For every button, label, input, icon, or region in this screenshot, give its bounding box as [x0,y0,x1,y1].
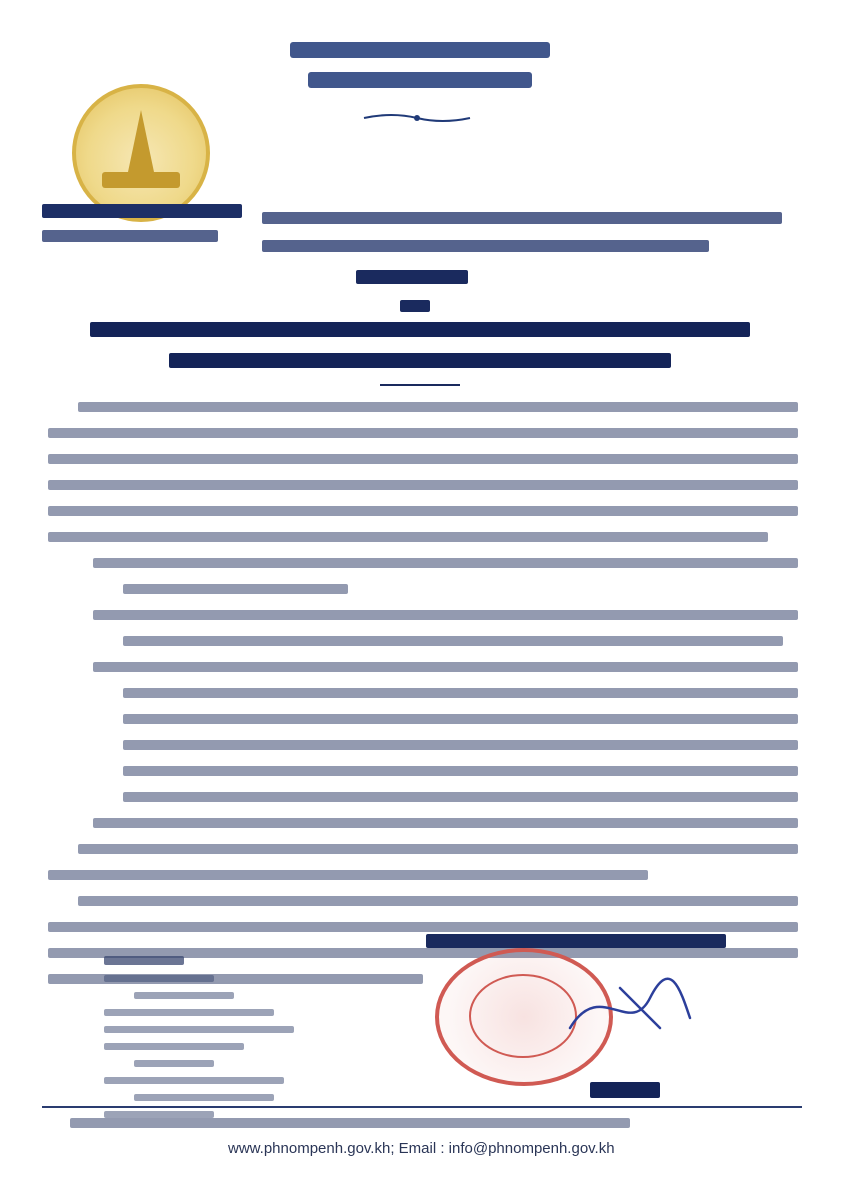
list-item-line [93,662,798,672]
signatory-title [426,934,726,948]
recipient-line [104,1026,294,1033]
list-item-line [93,558,798,568]
recipient-line [134,1094,274,1101]
footer-contact: www.phnompenh.gov.kh; Email : info@phnompenh.gov.kh [228,1140,615,1157]
list-item-line [93,610,798,620]
body-line [48,480,798,490]
list-item-line [93,818,798,828]
recipient-line [134,992,234,999]
footer-divider [42,1106,802,1108]
phnom-penh-seal-icon [72,84,210,222]
notice-title [356,270,468,284]
notice-subject [90,322,750,384]
reference-number-line [42,230,218,242]
recipient-line [104,1111,214,1118]
regarding-label [400,300,430,312]
signature-icon [560,968,700,1048]
list-item-line [123,714,798,724]
body-line [48,922,798,932]
notice-body [48,402,798,1000]
list-item-line [123,688,798,698]
body-line [48,454,798,464]
body-line [78,402,798,412]
recipient-line [104,1077,284,1084]
body-line [48,428,798,438]
solar-date-line [262,240,709,252]
body-line [78,896,798,906]
body-line [78,844,798,854]
ornament-divider [362,112,472,124]
list-item-line [123,584,348,594]
subject-line-1 [90,322,750,337]
recipients-heading [104,956,184,965]
subject-rule [380,384,460,386]
signer-name [590,1082,660,1098]
recipient-line [104,975,214,982]
date-block [262,212,782,268]
list-item-line [123,792,798,802]
list-item-line [123,740,798,750]
recipients-list [104,956,304,1128]
administration-name-line [42,204,242,218]
subject-line-2 [169,353,671,368]
kingdom-name-line [290,42,550,58]
kingdom-motto-line [308,72,532,88]
recipient-line [104,1009,274,1016]
body-line [48,506,798,516]
footer-address [70,1118,630,1128]
kingdom-heading [290,42,550,106]
body-line [48,870,648,880]
body-line [48,532,768,542]
recipient-line [134,1060,214,1067]
recipient-line [104,1043,244,1050]
lunar-date-line [262,212,782,224]
list-item-line [123,766,798,776]
administration-heading [42,204,242,254]
list-item-line [123,636,783,646]
